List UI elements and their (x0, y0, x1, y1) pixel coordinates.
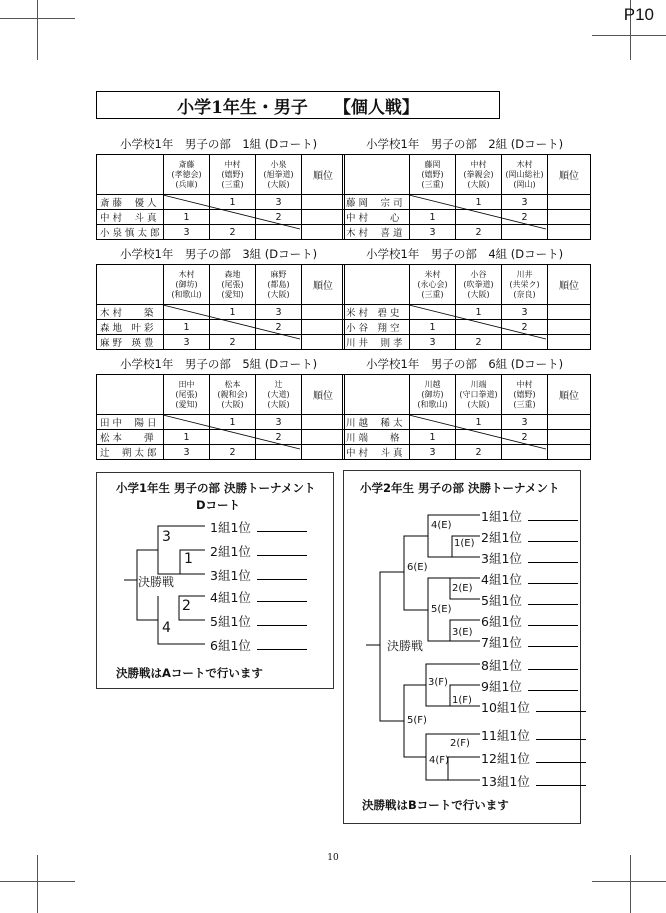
bracket2-label-a: 4(E) (431, 520, 452, 531)
player-header-line: (大阪) (267, 179, 290, 189)
player-name: 中 村 斗 真 (97, 210, 164, 225)
title-main: 小学1年生・男子 (177, 97, 308, 118)
slot-label: 11組1位 (481, 728, 530, 743)
bracket1-note: 決勝戦はAコートで行います (116, 666, 263, 680)
slot-label: 1組1位 (481, 509, 522, 524)
result-cell: 3 (164, 445, 210, 460)
write-in-line (528, 645, 578, 647)
result-cell: 1 (410, 320, 456, 335)
write-in-line (536, 784, 586, 786)
player-header-line: 川端 (470, 379, 487, 389)
player-header-line: (愛知) (221, 289, 244, 299)
bracket-slot (481, 698, 586, 716)
result-cell: 2 (256, 430, 302, 445)
player-name: 川 井 則 孝 (343, 335, 410, 350)
result-cell: 3 (502, 195, 548, 210)
bracket1-final-label: 決勝戦 (138, 575, 175, 589)
slot-label: 7組1位 (481, 635, 522, 650)
bracket1-q2: 1 (184, 551, 193, 567)
player-header-line: 麻野 (270, 269, 287, 279)
player-header-line: (大阪) (467, 399, 490, 409)
bracket2-label-h: 1(F) (452, 695, 472, 706)
result-cell: 3 (410, 335, 456, 350)
player-header-line: 川井 (516, 269, 533, 279)
player-header-line: 田中 (178, 379, 195, 389)
slot-label: 5組1位 (210, 614, 251, 629)
player-header-line: (大道) (267, 389, 290, 399)
result-cell: 2 (256, 210, 302, 225)
player-header-line: 中村 (516, 379, 533, 389)
bracket-slot (481, 507, 578, 525)
player-header-line: 小谷 (470, 269, 487, 279)
rank-header: 順位 (302, 375, 345, 415)
player-header-line: (共栄ク) (509, 279, 540, 289)
result-cell: 3 (256, 305, 302, 320)
player-header-line: (愛知) (175, 399, 198, 409)
rank-header: 順位 (548, 155, 591, 195)
bracket2-final-label: 決勝戦 (387, 639, 424, 653)
result-cell: 2 (456, 445, 502, 460)
player-header-line: (都島) (267, 279, 290, 289)
write-in-line (528, 668, 578, 670)
result-cell: 3 (410, 225, 456, 240)
player-header-line: (岡山) (513, 179, 536, 189)
bracket2-label-j: 2(F) (450, 738, 470, 749)
bracket2-label-i: 5(F) (407, 715, 427, 726)
result-cell: 1 (210, 415, 256, 430)
result-cell: 2 (456, 225, 502, 240)
slot-label: 6組1位 (210, 638, 251, 653)
player-name: 川 越 稀 太 (343, 415, 410, 430)
slot-label: 5組1位 (481, 593, 522, 608)
bracket-slot (481, 570, 578, 588)
result-cell: 1 (456, 305, 502, 320)
slot-label: 1組1位 (210, 520, 251, 535)
write-in-line (528, 540, 578, 542)
write-in-line (528, 624, 578, 626)
player-name: 辻 朔 太 郎 (97, 445, 164, 460)
player-header-line: (三重) (513, 399, 536, 409)
player-name: 中 村 心 (343, 210, 410, 225)
player-name: 米 村 碧 史 (343, 305, 410, 320)
write-in-line (257, 554, 307, 556)
write-in-line (536, 761, 586, 763)
player-header-line: (拳親会) (463, 169, 494, 179)
write-in-line (257, 624, 307, 626)
write-in-line (536, 710, 586, 712)
write-in-line (536, 738, 586, 740)
title-sub: 【個人戦】 (333, 97, 419, 118)
player-name: 木 村 喜 道 (343, 225, 410, 240)
player-header-line: 米村 (424, 269, 441, 279)
player-header-line: (吹拳道) (463, 279, 494, 289)
player-header-line: (岡山総社) (505, 169, 544, 179)
player-name: 斎 藤 優 人 (97, 195, 164, 210)
result-cell: 2 (210, 335, 256, 350)
player-name: 松 本 弾 (97, 430, 164, 445)
write-in-line (528, 561, 578, 563)
result-cell: 1 (164, 430, 210, 445)
player-name: 森 地 叶 彩 (97, 320, 164, 335)
player-name: 木 村 築 (97, 305, 164, 320)
result-cell: 2 (210, 225, 256, 240)
bracket1-q4: 4 (162, 620, 171, 636)
player-header-line: (守口拳道) (459, 389, 498, 399)
bracket-slot (481, 726, 586, 744)
player-header-line: (三重) (221, 179, 244, 189)
result-cell: 1 (164, 320, 210, 335)
player-header-line: (孝徳会) (171, 169, 202, 179)
write-in-line (528, 519, 578, 521)
rank-header: 順位 (548, 265, 591, 305)
group-caption: 小学校1年 男子の部 6組 (Dコート) (366, 357, 564, 371)
write-in-line (257, 530, 307, 532)
result-cell: 1 (410, 430, 456, 445)
result-cell: 1 (410, 210, 456, 225)
bracket-slot (210, 518, 307, 536)
bracket-slot (481, 549, 578, 567)
player-header-line: (御坊) (175, 279, 198, 289)
page-number: P10 (623, 5, 654, 24)
player-header-line: 小泉 (270, 159, 287, 169)
bracket2-label-c: 6(E) (407, 562, 428, 573)
bracket2-label-f: 3(E) (452, 627, 473, 638)
player-header-line: 松本 (224, 379, 241, 389)
write-in-line (528, 582, 578, 584)
result-cell: 2 (456, 335, 502, 350)
bracket-slot (210, 588, 307, 606)
write-in-line (257, 578, 307, 580)
player-name: 藤 岡 宗 司 (343, 195, 410, 210)
bracket1-q3: 2 (182, 598, 191, 614)
result-cell: 2 (502, 320, 548, 335)
result-cell: 3 (256, 195, 302, 210)
slot-label: 6組1位 (481, 614, 522, 629)
result-cell: 2 (256, 320, 302, 335)
result-cell: 1 (210, 305, 256, 320)
slot-label: 3組1位 (210, 568, 251, 583)
bracket-slot (481, 772, 586, 790)
player-header-line: (奈良) (513, 289, 536, 299)
bracket-slot (481, 677, 578, 695)
player-header-line: (和歌山) (417, 399, 448, 409)
player-header-line: (親和会) (217, 389, 248, 399)
bracket1-court: Dコート (196, 498, 241, 512)
player-name: 麻 野 瑛 豊 (97, 335, 164, 350)
slot-label: 2組1位 (210, 544, 251, 559)
player-header-line: (大阪) (467, 289, 490, 299)
slot-label: 4組1位 (210, 590, 251, 605)
player-header-line: 斎藤 (178, 159, 195, 169)
write-in-line (528, 603, 578, 605)
write-in-line (257, 600, 307, 602)
player-header-line: 木村 (516, 159, 533, 169)
player-header-line: (大阪) (267, 289, 290, 299)
player-header-line: (三重) (421, 289, 444, 299)
player-name: 田 中 陽 日 (97, 415, 164, 430)
rank-header: 順位 (302, 265, 345, 305)
player-header-line: (大阪) (221, 399, 244, 409)
player-header-line: (尾張) (221, 279, 244, 289)
result-cell: 1 (164, 210, 210, 225)
rank-header: 順位 (548, 375, 591, 415)
slot-label: 3組1位 (481, 551, 522, 566)
player-header-line: 森地 (224, 269, 241, 279)
bracket2-title: 小学2年生 男子の部 決勝トーナメント (360, 481, 560, 495)
footer-page-number: 10 (327, 853, 339, 863)
slot-label: 12組1位 (481, 751, 530, 766)
rank-header: 順位 (302, 155, 345, 195)
player-header-line: (嬉野) (513, 389, 536, 399)
player-header-line: (御坊) (421, 389, 444, 399)
result-cell: 2 (210, 445, 256, 460)
result-cell: 3 (502, 305, 548, 320)
slot-label: 10組1位 (481, 700, 530, 715)
player-header-line: (尾張) (175, 389, 198, 399)
result-cell: 3 (164, 335, 210, 350)
player-header-line: (嬉野) (221, 169, 244, 179)
player-name: 小 泉 慎 太 郎 (97, 225, 164, 240)
group-caption: 小学校1年 男子の部 4組 (Dコート) (366, 247, 564, 261)
player-name: 川 端 格 (343, 430, 410, 445)
result-cell: 2 (502, 210, 548, 225)
slot-label: 2組1位 (481, 530, 522, 545)
bracket2-label-b: 1(E) (454, 538, 475, 549)
group-caption: 小学校1年 男子の部 2組 (Dコート) (366, 137, 564, 151)
player-header-line: (和歌山) (171, 289, 202, 299)
bracket-slot (481, 528, 578, 546)
bracket-slot (481, 633, 578, 651)
bracket-slot (481, 591, 578, 609)
result-cell: 3 (164, 225, 210, 240)
player-header-line: (嬉野) (421, 169, 444, 179)
bracket2-label-k: 4(F) (429, 755, 449, 766)
write-in-line (528, 689, 578, 691)
slot-label: 4組1位 (481, 572, 522, 587)
player-header-line: 木村 (178, 269, 195, 279)
result-cell: 1 (456, 195, 502, 210)
result-cell: 3 (502, 415, 548, 430)
player-header-line: (大阪) (467, 179, 490, 189)
player-name: 中 村 斗 真 (343, 445, 410, 460)
bracket1-q1: 3 (162, 529, 171, 545)
player-header-line: 中村 (470, 159, 487, 169)
player-header-line: 藤岡 (424, 159, 441, 169)
bracket-slot (210, 612, 307, 630)
bracket1-title: 小学1年生 男子の部 決勝トーナメント (116, 481, 316, 495)
bracket-slot (481, 612, 578, 630)
bracket2-label-d: 2(E) (452, 583, 473, 594)
result-cell: 2 (502, 430, 548, 445)
bracket2-note: 決勝戦はBコートで行います (362, 798, 509, 812)
result-cell: 3 (256, 415, 302, 430)
player-header-line: (兵庫) (175, 179, 198, 189)
group-caption: 小学校1年 男子の部 1組 (Dコート) (120, 137, 318, 151)
bracket-slot (210, 566, 307, 584)
bracket-slot (210, 636, 307, 654)
bracket2-label-g: 3(F) (428, 677, 448, 688)
player-header-line: 中村 (224, 159, 241, 169)
result-cell: 1 (456, 415, 502, 430)
slot-label: 8組1位 (481, 658, 522, 673)
player-header-line: 辻 (274, 379, 283, 389)
player-header-line: 川越 (424, 379, 441, 389)
bracket-slot (481, 656, 578, 674)
slot-label: 13組1位 (481, 774, 530, 789)
player-name: 小 谷 翔 空 (343, 320, 410, 335)
player-header-line: (大阪) (267, 399, 290, 409)
bracket-slot (481, 749, 586, 767)
player-header-line: (旭拳道) (263, 169, 294, 179)
bracket2-label-e: 5(E) (431, 604, 452, 615)
player-header-line: (三重) (421, 179, 444, 189)
bracket-slot (210, 542, 307, 560)
group-caption: 小学校1年 男子の部 3組 (Dコート) (120, 247, 318, 261)
result-cell: 1 (210, 195, 256, 210)
player-header-line: (永心会) (417, 279, 448, 289)
result-cell: 3 (410, 445, 456, 460)
slot-label: 9組1位 (481, 679, 522, 694)
write-in-line (257, 648, 307, 650)
group-caption: 小学校1年 男子の部 5組 (Dコート) (120, 357, 318, 371)
